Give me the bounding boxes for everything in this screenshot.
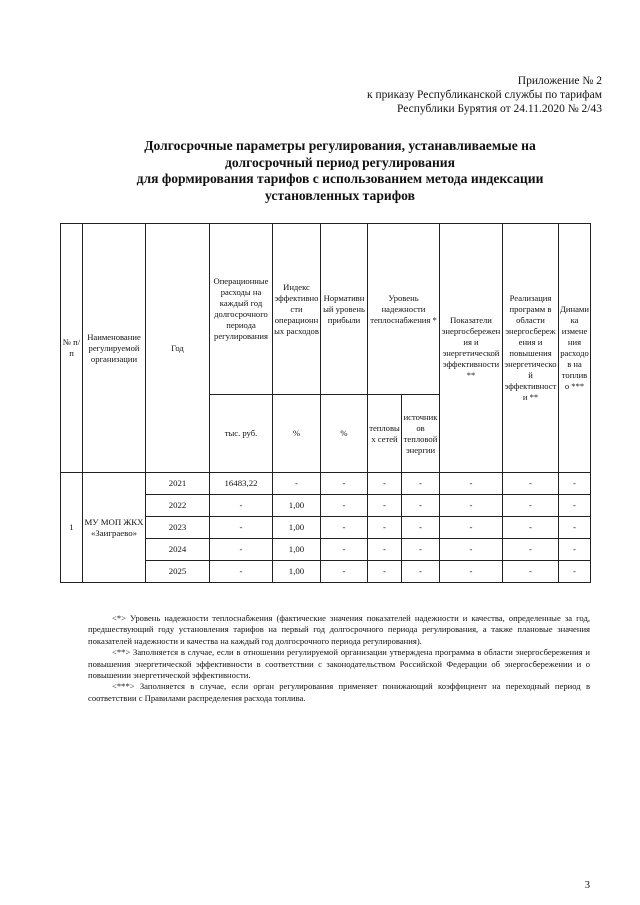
document-title [60,138,620,204]
header-index: Индекс эффективности операционных расходов [273,224,321,395]
org-name: МУ МОП ЖКХ «Заиграево» [83,473,146,583]
appendix-line-2: к приказу Республиканской службы по тарифам [367,89,602,101]
header-year: Год [146,224,210,473]
cell-energy: - [440,561,503,583]
cell-energy: - [440,495,503,517]
cell-profit: - [321,473,368,495]
parameters-table [60,223,591,583]
footnote-fuel: <***> Заполняется в случае, если орган регулирования применяет понижающий коэффициент на переходный период в соответствии с Правилами распределения расхода топлива. [88,681,590,703]
cell-year: 2024 [146,539,210,561]
cell-year: 2023 [146,517,210,539]
cell-programs: - [503,561,559,583]
cell-networks: - [368,539,402,561]
cell-networks: - [368,517,402,539]
cell-sources: - [402,495,440,517]
cell-profit: - [321,561,368,583]
cell-dynamics: - [559,561,591,583]
cell-programs: - [503,495,559,517]
cell-programs: - [503,473,559,495]
cell-sources: - [402,539,440,561]
cell-index: 1,00 [273,539,321,561]
cell-energy: - [440,539,503,561]
unit-opex: тыс. руб. [210,395,273,473]
org-num: 1 [61,473,83,583]
cell-opex: - [210,495,273,517]
header-programs: Реализация программ в области энергосбережения и повышения энергетической эффективности ** [503,224,559,473]
footnotes [88,613,590,704]
footnote-reliability: <*> Уровень надежности теплоснабжения (фактические значения показателей надежности и качества, определенные за год, предшествующий году установления тарифов на первый год долгосрочного периода регулирования, а также плановые значения показателей надежности и качества на каждый год долгосрочного периода регулирования). [88,613,590,646]
cell-profit: - [321,539,368,561]
header-opex: Операционные расходы на каждый год долгосрочного периода регулирования [210,224,273,395]
cell-index: 1,00 [273,495,321,517]
cell-dynamics: - [559,517,591,539]
appendix-line-3: Республики Бурятия от 24.11.2020 № 2/43 [396,103,602,115]
cell-opex: - [210,539,273,561]
cell-sources: - [402,517,440,539]
header-org: Наименование регулируемой организации [83,224,146,473]
cell-energy: - [440,517,503,539]
cell-opex: 16483,22 [210,473,273,495]
appendix-line-1: Приложение № 2 [517,75,602,87]
cell-year: 2022 [146,495,210,517]
cell-networks: - [368,495,402,517]
title-line-4: установленных тарифов [265,187,415,203]
cell-profit: - [321,495,368,517]
unit-sources: источников тепловой энергии [402,395,440,473]
table-row [61,473,591,495]
cell-profit: - [321,517,368,539]
header-profit: Нормативный уровень прибыли [321,224,368,395]
title-line-2: долгосрочный период регулирования [225,154,455,170]
appendix-header [302,74,602,116]
unit-index: % [273,395,321,473]
header-num: № п/п [61,224,83,473]
cell-energy: - [440,473,503,495]
cell-index: 1,00 [273,561,321,583]
cell-year: 2021 [146,473,210,495]
table-header-row [61,224,591,395]
cell-dynamics: - [559,539,591,561]
cell-year: 2025 [146,561,210,583]
cell-sources: - [402,561,440,583]
unit-profit: % [321,395,368,473]
cell-index: - [273,473,321,495]
cell-sources: - [402,473,440,495]
title-line-1: Долгосрочные параметры регулирования, устанавливаемые на [144,138,536,153]
header-dynamics: Динамика изменения расходов на топливо *** [559,224,591,473]
cell-dynamics: - [559,473,591,495]
page-number: 3 [584,880,590,891]
header-energy: Показатели энергосбережения и энергетической эффективности ** [440,224,503,473]
cell-programs: - [503,539,559,561]
header-reliability: Уровень надежности теплоснабжения * [368,224,440,395]
unit-networks: тепловых сетей [368,395,402,473]
cell-index: 1,00 [273,517,321,539]
footnote-energy: <**> Заполняется в случае, если в отношении регулируемой организации утверждена программа в области энергосбережения и повышения энергетической эффективности в соответствии с законодательством Российской Федерации об энергосбережении и о повышении энергетической эффективности. [88,647,590,681]
cell-opex: - [210,561,273,583]
cell-dynamics: - [559,495,591,517]
title-line-3: для формирования тарифов с использованием метода индексации [136,171,544,186]
cell-networks: - [368,561,402,583]
cell-programs: - [503,517,559,539]
cell-opex: - [210,517,273,539]
cell-networks: - [368,473,402,495]
